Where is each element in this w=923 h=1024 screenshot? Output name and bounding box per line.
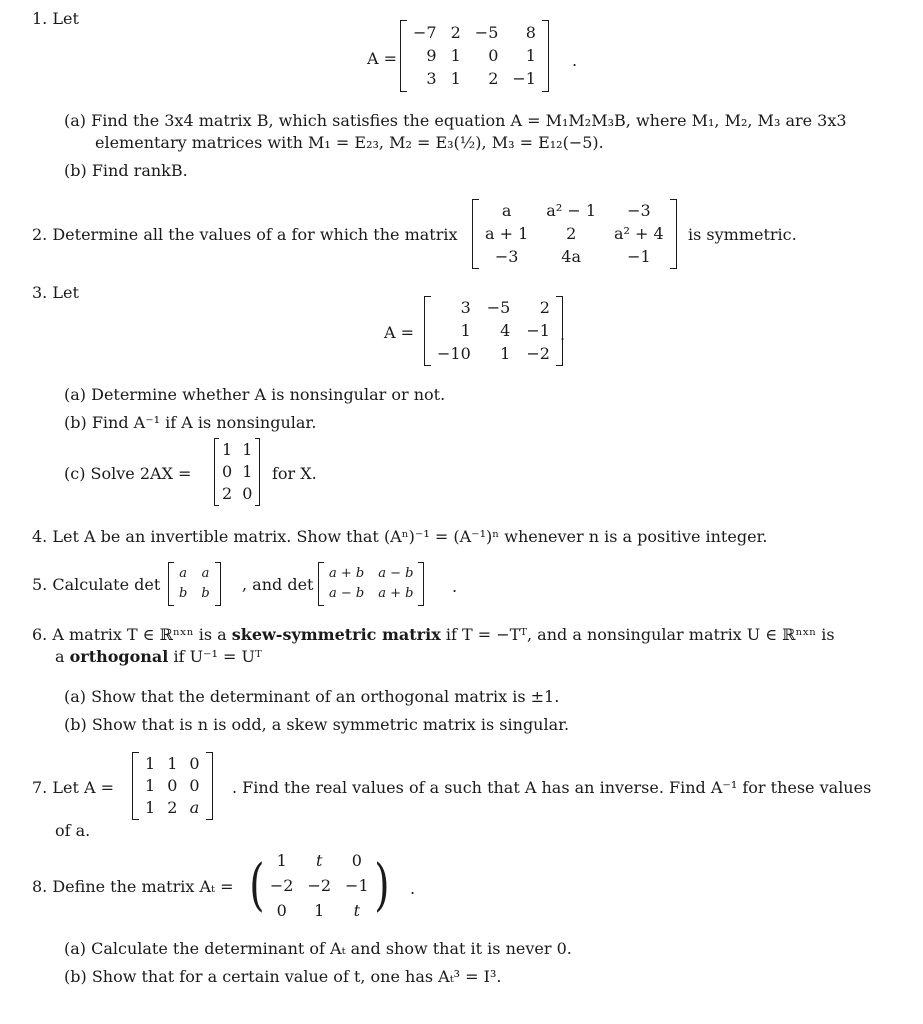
problem-3a: (a) Determine whether A is nonsingular or not. [64, 385, 446, 404]
matrix-cell: 0 [222, 461, 233, 481]
problem-3b: (b) Find A⁻¹ if A is nonsingular. [64, 413, 317, 432]
matrix-cell: a² − 1 [546, 201, 597, 221]
matrix-cell: 9 [426, 45, 437, 65]
matrix-cell: 0 [167, 775, 178, 795]
problem-3-matrix-label: A = [384, 323, 415, 342]
problem-7-matrix [132, 752, 213, 820]
period: . [452, 577, 458, 596]
matrix-cell: −2 [526, 343, 550, 363]
matrix-cell: −2 [269, 875, 294, 895]
matrix-cell: −2 [307, 875, 332, 895]
problem-6b: (b) Show that is n is odd, a skew symmetric matrix is singular. [64, 715, 570, 734]
problem-1b: (b) Find rankB. [64, 161, 188, 180]
text: if T = −Tᵀ, and a nonsingular matrix U ∈ ℝⁿˣⁿ is [440, 625, 835, 644]
matrix-cell: 4a [561, 246, 582, 266]
matrix-cell: a − b [329, 586, 365, 602]
matrix-cell: 1 [242, 440, 253, 460]
matrix-cell: a + 1 [485, 223, 529, 243]
period: . [560, 325, 566, 344]
matrix-cell: −3 [627, 201, 651, 221]
matrix-cell: −10 [437, 343, 471, 363]
matrix-cell: −1 [526, 320, 550, 340]
problem-6-line-2 [55, 646, 262, 668]
matrix-cell: 1 [314, 900, 325, 920]
matrix-cell: a² + 4 [614, 223, 664, 243]
problem-3c-post: for X. [272, 464, 317, 483]
matrix-cell: 3 [426, 69, 437, 89]
matrix-cell: 1 [450, 69, 461, 89]
problem-8-matrix [246, 846, 393, 926]
matrix-cell: 1 [276, 851, 287, 871]
matrix-cell: 2 [450, 22, 461, 42]
problem-7-post: . Find the real values of a such that A has an inverse. Find A⁻¹ for these values [232, 778, 872, 797]
left-paren: ( [249, 853, 265, 918]
problem-5-mid: , and det [242, 575, 314, 594]
matrix-cell: −5 [474, 22, 499, 42]
matrix-cell: −7 [413, 22, 437, 42]
matrix-cell: 1 [145, 754, 156, 774]
matrix-cell: a [179, 565, 188, 581]
matrix-cell: a [201, 565, 210, 581]
matrix-cell: b [179, 586, 188, 602]
matrix-cell: t [353, 900, 361, 920]
right-paren: ) [373, 853, 390, 918]
matrix-cell: 0 [242, 483, 253, 503]
matrix-cell: 8 [525, 22, 536, 42]
term-orthogonal: orthogonal [69, 647, 169, 666]
text: if U⁻¹ = Uᵀ [168, 647, 262, 666]
problem-6-line-1 [32, 624, 835, 646]
matrix-cell: 1 [145, 797, 156, 817]
matrix-cell: 1 [460, 320, 471, 340]
matrix-cell: −3 [494, 246, 519, 266]
matrix-cell: a + b [329, 565, 365, 581]
matrix-cell: 2 [488, 69, 499, 89]
matrix-cell: 1 [222, 440, 233, 460]
problem-5-pre: 5. Calculate det [32, 575, 161, 594]
text: a [55, 647, 70, 666]
problem-1-label: 1. Let [32, 9, 79, 28]
matrix-cell: b [201, 586, 210, 602]
matrix-cell: 1 [500, 343, 511, 363]
problem-7-line-2: of a. [55, 821, 91, 840]
problem-1-matrix [400, 20, 549, 92]
matrix-cell: t [316, 851, 323, 871]
matrix-cell: 3 [460, 298, 471, 318]
problem-7-pre: 7. Let A = [32, 778, 115, 797]
matrix-cell: 1 [145, 775, 156, 795]
problem-3c-pre: (c) Solve 2AX = [64, 464, 192, 483]
matrix-cell: a [189, 797, 200, 817]
matrix-cell: −1 [512, 69, 536, 89]
matrix-cell: 2 [539, 298, 550, 318]
matrix-cell: 4 [500, 320, 511, 340]
matrix-cell: −1 [627, 246, 651, 266]
problem-2-matrix [472, 199, 677, 269]
problem-8a: (a) Calculate the determinant of Aₜ and show that it is never 0. [64, 939, 572, 958]
problem-3c-matrix [214, 438, 260, 506]
matrix-cell: a − b [378, 565, 414, 581]
problem-6a: (a) Show that the determinant of an orthogonal matrix is ±1. [64, 687, 560, 706]
matrix-cell: 0 [488, 45, 499, 65]
matrix-cell: 2 [566, 223, 577, 243]
matrix-cell: 0 [351, 851, 362, 871]
problem-1-matrix-label: A = [367, 49, 398, 68]
problem-5-matrix-2 [318, 562, 424, 606]
problem-1a-cont: elementary matrices with M₁ = E₂₃, M₂ = E₃(½), M₃ = E₁₂(−5). [95, 133, 604, 152]
problem-2-tail: is symmetric. [688, 225, 797, 244]
text: 6. A matrix T ∈ ℝⁿˣⁿ is a [32, 625, 232, 644]
problem-4-text: 4. Let A be an invertible matrix. Show that (Aⁿ)⁻¹ = (A⁻¹)ⁿ whenever n is a positive integer. [32, 527, 768, 546]
period: . [410, 879, 416, 898]
problem-8b: (b) Show that for a certain value of t, one has Aₜ³ = I³. [64, 967, 502, 986]
matrix-cell: 0 [189, 754, 200, 774]
matrix-cell: 2 [167, 797, 178, 817]
matrix-cell: 1 [242, 461, 253, 481]
matrix-cell: 1 [450, 45, 461, 65]
matrix-cell: 0 [189, 775, 200, 795]
matrix-cell: a [501, 201, 512, 221]
period: . [572, 51, 578, 70]
problem-2-text: 2. Determine all the values of a for which the matrix [32, 225, 458, 244]
matrix-cell: 2 [222, 483, 233, 503]
matrix-cell: 1 [167, 754, 178, 774]
problem-8-pre: 8. Define the matrix Aₜ = [32, 877, 234, 896]
problem-5-matrix-1 [168, 562, 221, 606]
matrix-cell: −1 [345, 875, 369, 895]
term-skew-symmetric: skew-symmetric matrix [231, 625, 441, 644]
problem-3-label: 3. Let [32, 283, 79, 302]
matrix-cell: 1 [525, 45, 536, 65]
problem-1a: (a) Find the 3x4 matrix B, which satisfies the equation A = M₁M₂M₃B, where M₁, M₂, M₃ are 3x3 [64, 111, 847, 130]
problem-3-matrix [424, 296, 566, 366]
matrix-cell: a + b [378, 586, 414, 602]
matrix-cell: 0 [276, 900, 287, 920]
matrix-cell: −5 [486, 298, 511, 318]
